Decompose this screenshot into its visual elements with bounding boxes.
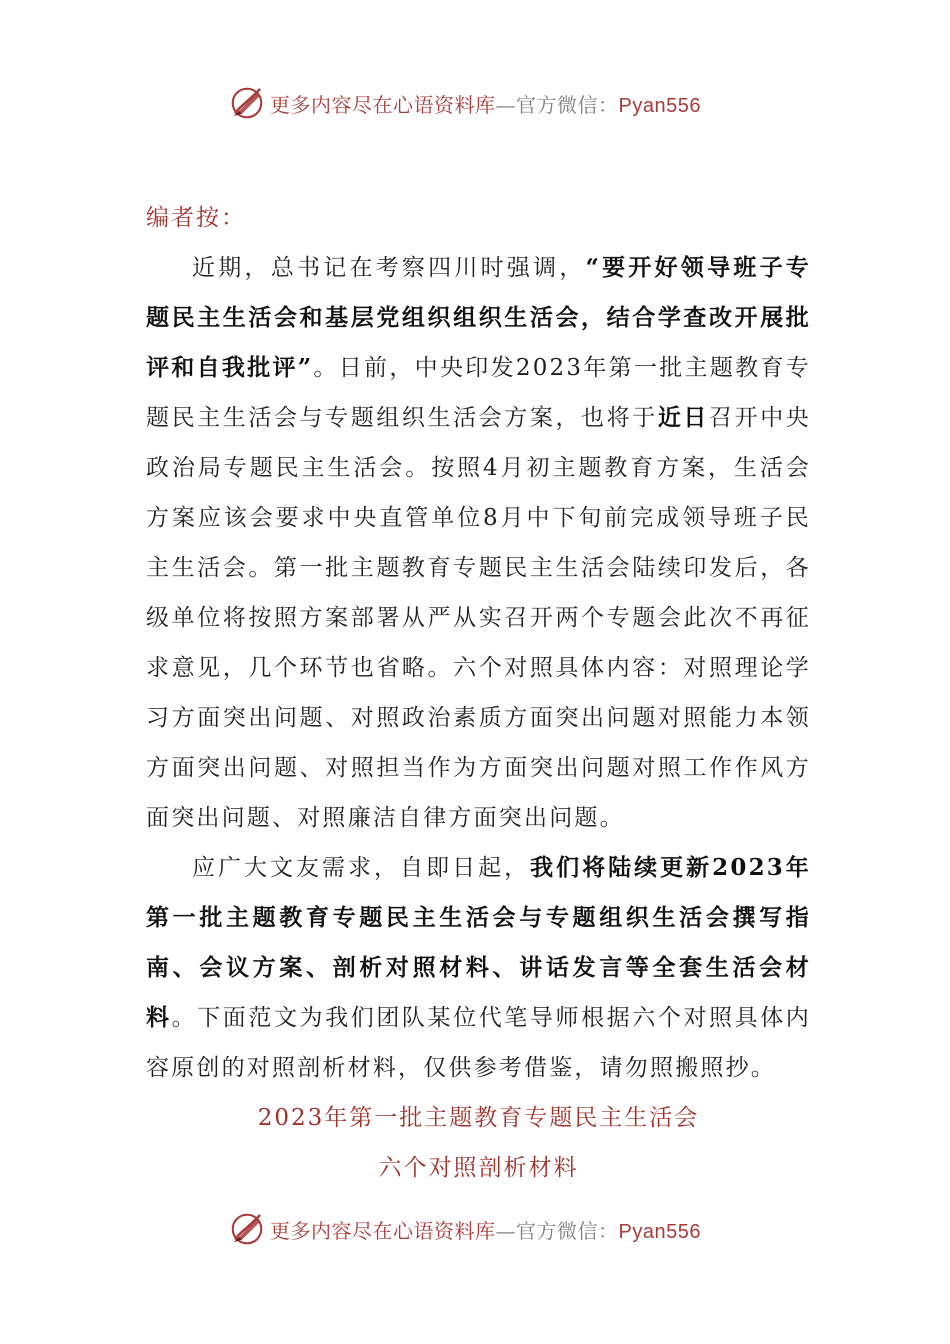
document-title-line-1: 2023年第一批主题教育专题民主生活会 (257, 1105, 700, 1131)
intro-bold-date: 近日 (657, 404, 710, 431)
update-bold-text: 我们将陆续更新2023年第一批主题教育专题民主生活会与专题组织生活会撰写指南、会议方案、剖析对照材料、讲话发言等全套生活会材料 (146, 854, 811, 1031)
intro-text-1: 近期，总书记在考察四川时强调， (192, 255, 586, 281)
update-text-2: 。下面范文为我们团队某位代笔导师根据六个对照具体内容原创的对照剖析材料，仅供参考借鉴，请勿照搬照抄。 (146, 1005, 811, 1081)
banner-wechat-id: Pyan556 (618, 1220, 701, 1243)
banner-main-text: 更多内容尽在心语资料库 (270, 92, 496, 117)
banner-wechat-label: 官方微信： (516, 1218, 619, 1243)
banner-dash: — (495, 1218, 516, 1243)
intro-text-2: 。日前，中央印发2023年第一批主题教育专题民主生活会与专题组织生活会方案，也将于 (146, 355, 811, 431)
banner-dash: — (495, 92, 516, 117)
intro-quote-bold: “要开好领导班子专题民主生活会和基层党组织组织生活会，结合学查改开展批评和自我批评” (146, 254, 812, 381)
footer-watermark-banner (228, 1207, 748, 1251)
pen-logo-icon (228, 1210, 266, 1248)
header-watermark-banner (228, 81, 748, 125)
banner-text (270, 89, 701, 118)
banner-wechat-label: 官方微信： (516, 92, 619, 117)
banner-main-text: 更多内容尽在心语资料库 (270, 1218, 496, 1243)
intro-text-3: 召开中央政治局专题民主生活会。按照4月初主题教育方案，生活会方案应该会要求中央直管单位8月中下旬前完成领导班子民主生活会。第一批主题教育专题民主生活会陆续印发后，各级单位将按照方案部署从严从实召开两个专题会此次不再征求意见，几个环节也省略。六个对照具体内容：对照理论学习方面突出问题、对照政治素质方面突出问题对照能力本领方面突出问题、对照担当作为方面突出问题对照工作作风方面突出问题、对照廉洁自律方面突出问题。 (146, 405, 811, 831)
document-body (146, 193, 811, 1193)
banner-text (270, 1215, 701, 1244)
update-paragraph (146, 843, 811, 1093)
update-text-1: 应广大文友需求，自即日起， (192, 855, 531, 881)
banner-wechat-id: Pyan556 (618, 94, 701, 117)
editor-note-label: 编者按： (146, 205, 246, 231)
pen-logo-icon (228, 84, 266, 122)
intro-paragraph (146, 243, 811, 843)
document-title-line-2: 六个对照剖析材料 (378, 1155, 579, 1181)
